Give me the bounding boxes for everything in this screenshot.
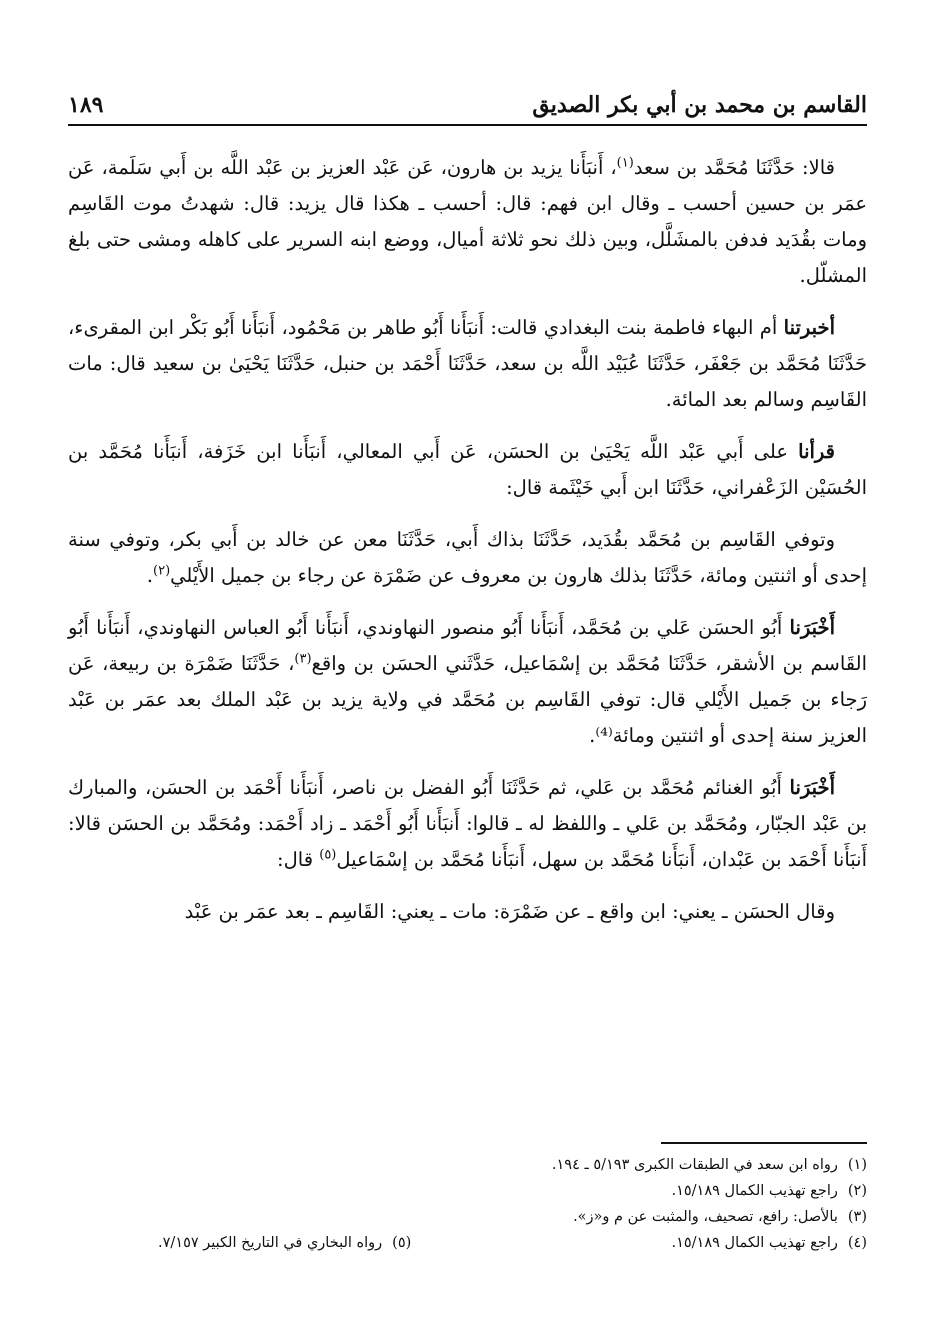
paragraph-text-cont: قال: (277, 848, 320, 871)
paragraph (68, 894, 867, 930)
paragraph-text-cont: ، حَدَّثَنَا ضَمْرَة بن ربيعة، عَن رَجاء بن جَميل الأَيْلي قال: توفي القَاسِم بن مُحَمَّد في ولاية يزيد بن عَبْد الملك بعد عمَر بن عَبْد العزيز سنة إحدى أو اثنتين ومائة⁽⁴⁾. (68, 652, 867, 747)
footnote-text: راجع تهذيب الكمال ١٥/١٨٩. (671, 1183, 838, 1199)
paragraph-text: وتوفي القَاسِم بن مُحَمَّد بقُدَيد، حَدَّثَنَا بذاك أَبي، حَدَّثَنَا معن عن خالد بن أَبي بكر، وتوفي سنة إحدى أو اثنتين ومائة، حَدَّثَنَا بذلك هارون بن معروف عن ضَمْرَة عن رجاء بن جميل الأَيْلي (68, 528, 867, 587)
footnote-ref: (٣) (294, 651, 312, 667)
footnote-number: (١) (847, 1157, 867, 1173)
page-header (68, 86, 867, 126)
footnote (158, 1230, 411, 1256)
paragraph-text: أم البهاء فاطمة بنت البغدادي قالت: أَنبَأَنا أَبُو طاهر بن مَحْمُود، أَنبَأَنا أَبُو بَكْر ابن المقرىء، حَدَّثَنَا مُحَمَّد بن جَعْفَر، حَدَّثَنَا عُبَيْد اللَّه بن سعد، حَدَّثَنَا أَحْمَد بن حنبل، حَدَّثَنَا يَحْيَىٰ بن سعيد قال: مات القَاسِم وسالم بعد المائة. (68, 316, 867, 411)
footnote-divider (661, 1142, 867, 1144)
footnote-text: بالأصل: رافع، تصحيف، والمثبت عن م و«ز». (573, 1209, 838, 1225)
paragraph (68, 310, 867, 418)
paragraph-text: قالا: حَدَّثَنَا مُحَمَّد بن سعد (633, 156, 835, 179)
paragraph-text: وقال الحسَن ـ يعني: ابن واقع ـ عن ضَمْرَة: مات ـ يعني: القَاسِم ـ بعد عمَر بن عَبْد (184, 900, 835, 923)
paragraph-lead: أَخْبَرَنا (789, 616, 835, 639)
footnote-row (68, 1152, 867, 1178)
footnote (671, 1230, 867, 1256)
paragraph-lead: قرأنا (798, 440, 835, 463)
page-number: ١٨٩ (68, 92, 104, 118)
running-title: القاسم بن محمد بن أبي بكر الصديق (532, 92, 867, 118)
paragraph-text: على أَبي عَبْد اللَّه يَحْيَىٰ بن الحسَن، عَن أَبي المعالي، أَنبَأَنا ابن خَزَفة، أَنبَأَنا مُحَمَّد بن الحُسَيْن الزَعْفراني، حَدَّثَنَا ابن أَبي خَيْثَمة قال: (68, 440, 867, 499)
footnote (573, 1204, 867, 1230)
footnote-row (68, 1178, 867, 1204)
footnote-row (68, 1230, 867, 1256)
paragraph-text: أَبُو الحسَن عَلي بن مُحَمَّد، أَنبَأَنا أَبُو منصور النهاوندي، أَنبَأَنا أَبُو العباس النهاوندي، أَنبَأَنا أَبُو القَاسم بن الأشقر، حَدَّثَنَا مُحَمَّد بن إسْمَاعيل، حَدَّثَني الحسَن بن واقع (68, 616, 867, 675)
paragraph (68, 770, 867, 878)
paragraph (68, 150, 867, 294)
footnote-text: رواه البخاري في التاريخ الكبير ٧/١٥٧. (158, 1235, 383, 1251)
footnote (552, 1152, 867, 1178)
paragraph-text: أَبُو الغنائم مُحَمَّد بن عَلي، ثم حَدَّثَنَا أَبُو الفضل بن ناصر، أَنبَأَنا أَحْمَد بن الحسَن، والمبارك بن عَبْد الجبّار، ومُحَمَّد بن عَلي ـ واللفظ له ـ قالوا: أَنبَأَنا أَبُو أَحْمَد ـ زاد أَحْمَد: ومُحَمَّد بن الحسَن قالا: أَنبَأَنا أَحْمَد بن عَبْدان، أَنبَأَنا مُحَمَّد بن سهل، أَنبَأَنا مُحَمَّد بن إسْمَاعيل (68, 776, 867, 871)
footnote-ref: (٥) (319, 847, 337, 863)
footnote-text: رواه ابن سعد في الطبقات الكبرى ٥/١٩٣ ـ ١٩٤. (551, 1157, 838, 1173)
paragraph-lead: أخبرتنا (783, 316, 835, 339)
paragraph-text-cont: ، أَنبَأَنا يزيد بن هارون، عَن عَبْد العزيز بن عَبْد اللَّه بن أَبي سَلَمة، عَن عمَر بن حسين أحسب ـ وقال ابن فهم: قال: أحسب ـ هكذا قال يزيد: قال: شهدتُ موت القَاسِم ومات بقُدَيد فدفن بالمشَلَّل، وبين ذلك نحو ثلاثة أميال، ووضع ابنه السرير على كاهله ومشى حتى بلغ المشلّل. (68, 156, 867, 287)
footnote-number: (٤) (847, 1235, 867, 1251)
footnote-ref: (٢) (153, 563, 171, 579)
footnote-ref: (١) (616, 155, 634, 171)
paragraph-text-cont: . (146, 564, 153, 587)
paragraph-lead: أَخْبَرَنا (789, 776, 835, 799)
footnote-row (68, 1204, 867, 1230)
footnote-number: (٣) (847, 1209, 867, 1225)
paragraph (68, 434, 867, 506)
footnote-number: (٥) (392, 1235, 412, 1251)
main-text (68, 150, 867, 930)
footnote (671, 1178, 867, 1204)
footnotes (68, 1152, 867, 1256)
paragraph (68, 610, 867, 754)
footnote-text: راجع تهذيب الكمال ١٥/١٨٩. (671, 1235, 838, 1251)
paragraph (68, 522, 867, 594)
footnote-number: (٢) (847, 1183, 867, 1199)
